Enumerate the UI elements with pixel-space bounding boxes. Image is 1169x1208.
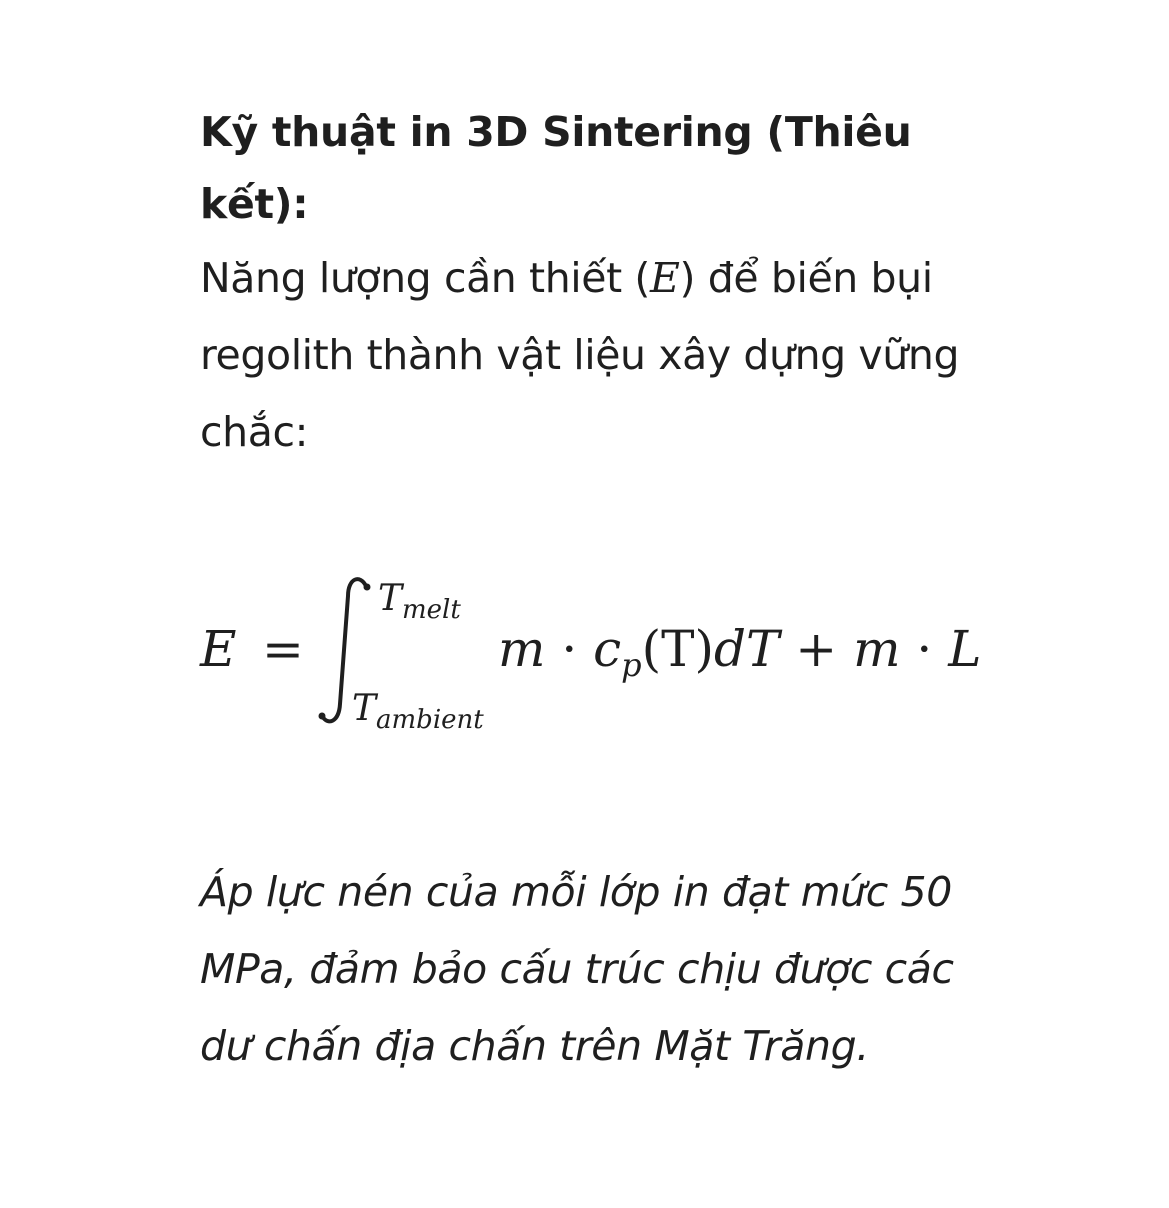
intro-text-before: Năng lượng cần thiết ( (200, 254, 651, 302)
upper-limit-sub: melt (402, 595, 461, 625)
formula-equals: = (262, 620, 304, 678)
formula-lhs: E (200, 620, 237, 678)
energy-symbol: E (650, 254, 680, 302)
upper-limit: $T_{melt}$ (378, 578, 461, 625)
section-heading: Kỹ thuật in 3D Sintering (Thiêu kết): (200, 108, 912, 228)
content-column (200, 96, 980, 471)
integrand: $m \cdot c_p(T)dT + m \cdot L$ (498, 620, 982, 684)
formula-block (200, 570, 982, 745)
intro-paragraph (200, 240, 980, 471)
lower-limit-sub: ambient (376, 705, 484, 735)
intro-text-after: ) để biến bụi regolith thành vật liệu xây dựng vững chắc: (200, 254, 960, 456)
lower-limit: $T_{ambient}$ (352, 688, 484, 735)
note-paragraph: Áp lực nén của mỗi lớp in đạt mức 50 MPa, đảm bảo cấu trúc chịu được các dư chấn địa chấn trên Mặt Trăng. (200, 868, 954, 1070)
note-block (200, 854, 980, 1085)
